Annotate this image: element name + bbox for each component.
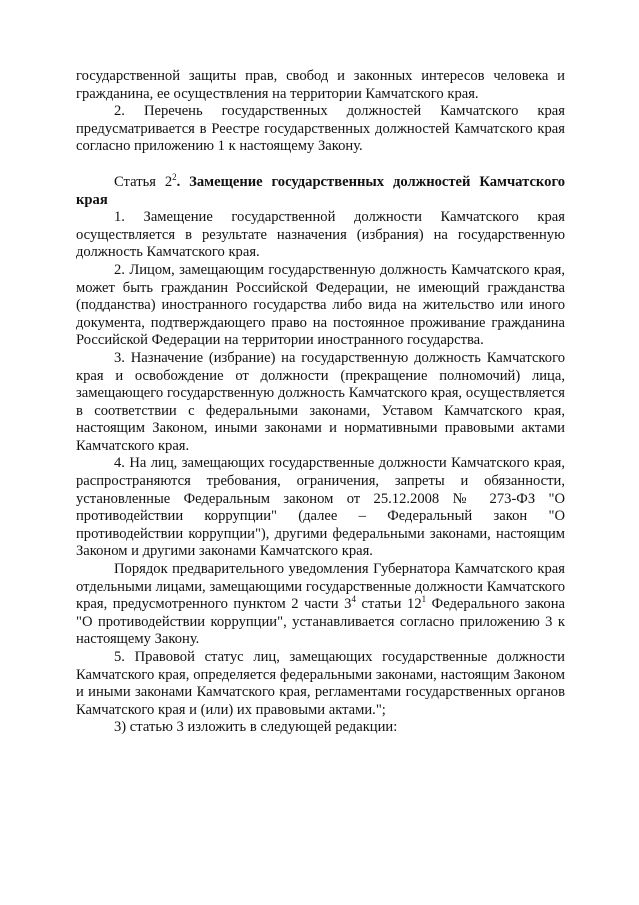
- notice-text-part-2: статьи 12: [355, 596, 422, 613]
- article-item-2: 2. Лицом, замещающим государственную должность Камчатского края, может быть гражданин Российской Федерации, не имеющий гражданства (подданства) иностранного государства либо вида на жительство или иного документа, подтверждающего право на постоянное проживание гражданина Российской Федерации на территории иностранного государства.: [76, 261, 565, 349]
- article-superscript: 1: [421, 594, 427, 605]
- article-item-4: 4. На лиц, замещающих государственные должности Камчатского края, распространяются требования, ограничения, запреты и обязанности, установленные Федеральным законом от 25.12.2008 № 273-ФЗ "О противодействии коррупции" (далее – Федеральный закон "О противодействии коррупции"), другими федеральными законами, настоящим Законом и другими законами Камчатского края.: [76, 455, 565, 560]
- article-number-superscript: 2: [172, 172, 177, 183]
- amendment-item-3: 3) статью 3 изложить в следующей редакции:: [114, 719, 398, 736]
- notice-text-part-3: Федерального закона "О противодействии коррупции", устанавливается согласно приложению 3 к настоящему Закону.: [76, 596, 565, 648]
- article-item-4-notice-order: [76, 561, 565, 649]
- article-title: . Замещение государственных должностей Камчатского края: [76, 173, 566, 208]
- paragraph-continuation: государственной защиты прав, свобод и законных интересов человека и гражданина, ее осуществления на территории Камчатского края.: [76, 68, 565, 102]
- article-heading: [76, 174, 565, 209]
- spacer: [76, 156, 565, 174]
- paragraph-item-2: 2. Перечень государственных должностей Камчатского края предусматривается в Реестре государственных должностей Камчатского края согласно приложению 1 к настоящему Закону.: [76, 103, 565, 155]
- notice-text-part-1: Порядок предварительного уведомления Губернатора Камчатского края отдельными лицами, замещающими государственные должности Камчатского края, предусмотренного пунктом 2 части 3: [76, 561, 565, 613]
- article-item-1: 1. Замещение государственной должности Камчатского края осуществляется в результате назначения (избрания) на государственную должность Камчатского края.: [76, 209, 565, 261]
- part-superscript: 4: [351, 594, 356, 605]
- article-item-5: 5. Правовой статус лиц, замещающих государственные должности Камчатского края, определяется федеральными законами, настоящим Законом и иными законами Камчатского края, регламентами государственных органов Камчатского края и (или) их правовыми актами.";: [76, 649, 565, 718]
- article-number: Статья 2: [114, 173, 173, 190]
- article-item-3: 3. Назначение (избрание) на государственную должность Камчатского края и освобождение от должности (прекращение полномочий) лица, замещающего государственную должность Камчатского края, осуществляется в соответствии с федеральными законами, Уставом Камчатского края, настоящим Законом, иными законами и нормативными правовыми актами Камчатского края.: [76, 349, 565, 454]
